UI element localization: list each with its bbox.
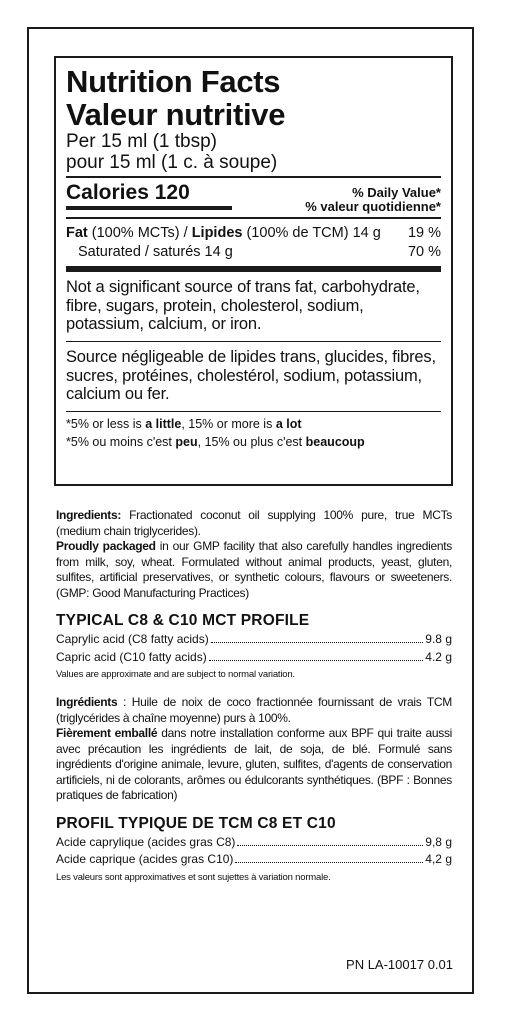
nutrition-facts-table — [54, 56, 453, 486]
not-significant-fr: Source négligeable de lipides trans, glucides, fibres, sucres, protéines, cholestérol, sodium, potassium, calcium ou fer. — [66, 348, 436, 403]
calories-bar — [66, 206, 232, 210]
profile-row-value: 4.2 g — [425, 649, 452, 664]
saturated-row — [66, 243, 441, 262]
profile-row — [56, 852, 452, 868]
nutrition-title-fr: Valeur nutritive — [66, 97, 286, 132]
divider — [66, 176, 441, 178]
divider — [66, 217, 441, 219]
footnote-text: *5% or less is — [66, 417, 146, 431]
dot-leader — [235, 862, 423, 863]
ingredients-text-fr: : Huile de noix de coco fractionnée fournissant de vrais TCM (triglycérides à chaîne moyenne) purs à 100%. — [56, 695, 452, 725]
footnote-fr — [66, 433, 441, 451]
part-number: PN LA-10017 0.01 — [346, 957, 453, 972]
footnote-text: *5% ou moins c'est — [66, 435, 176, 449]
packaged-text-en: in our GMP facility that also carefully handles ingredients from milk, soy, wheat. Formulated without animal products, yeast, gluten, sulfites, artificial preservatives, or synthetic colours, flavours or sweeteners. (GMP: Good Manufacturing Practices) — [56, 539, 452, 600]
profile-row-value: 9.8 g — [425, 632, 452, 646]
saturated-label: Saturated / saturés 14 g — [78, 244, 233, 260]
fat-dv: 19 % — [407, 225, 441, 241]
serving-size-en: Per 15 ml (1 tbsp) — [66, 131, 217, 152]
calories: Calories 120 — [66, 181, 190, 204]
packaged-text-fr: dans notre installation conforme aux BPF qui traite aussi avec précaution les ingrédients de lait, de soja, de blé. Formulé sans ingrédients d'origine animale, levure, gluten, sulfites, d'agents de conservation artificiels, ni de colorants, arômes ou édulcorants synthétiques. (BPF : Bonnes pratiques de fabrication) — [56, 726, 453, 802]
variation-note-fr: Les valeurs sont approximatives et sont sujettes à variation normale. — [56, 871, 331, 883]
not-significant-en: Not a significant source of trans fat, carbohydrate, fibre, sugars, protein, cholesterol, sodium, potassium, calcium, or iron. — [66, 278, 420, 333]
footnote-text: , 15% ou plus c'est — [197, 435, 306, 449]
profile-row-name: Acide caprique (acides gras C10) — [56, 852, 234, 866]
ingredients-label-fr: Ingrédients — [56, 695, 118, 709]
ingredients-en — [56, 508, 452, 601]
footnote-text: , 15% or more is — [181, 417, 276, 431]
nutrition-title-en: Nutrition Facts — [66, 64, 281, 99]
saturated-dv: 70 % — [407, 244, 441, 260]
profile-row — [56, 835, 452, 851]
footnote-en — [66, 415, 441, 433]
divider — [66, 341, 441, 343]
profile-row-name: Capric acid (C10 fatty acids) — [56, 649, 207, 664]
profile-title-fr: PROFIL TYPIQUE DE TCM C8 ET C10 — [56, 814, 336, 832]
dot-leader — [209, 660, 424, 661]
fat-label-en: Fat — [66, 225, 88, 241]
variation-note-en: Values are approximate and are subject to normal variation. — [56, 669, 295, 680]
packaged-label-fr: Fièrement emballé — [56, 726, 158, 740]
calories-row — [66, 181, 441, 214]
ingredients-section — [56, 508, 452, 884]
daily-value-fr: % valeur quotidienne* — [305, 199, 441, 214]
profile-row — [56, 650, 452, 666]
serving-size-fr: pour 15 ml (1 c. à soupe) — [66, 152, 278, 173]
profile-row-name: Acide caprylique (acides gras C8) — [56, 834, 236, 849]
ingredients-text-en: Fractionated coconut oil supplying 100% pure, true MCTs (medium chain triglycerides). — [56, 508, 452, 538]
profile-row-value: 9,8 g — [425, 834, 452, 849]
divider-thick — [66, 266, 441, 272]
profile-row-name: Caprylic acid (C8 fatty acids) — [56, 632, 209, 646]
profile-row — [56, 632, 452, 648]
ingredients-fr — [56, 695, 452, 804]
ingredients-label-en: Ingredients: — [56, 508, 122, 522]
footnote-emph: a lot — [275, 417, 302, 431]
daily-value-header — [305, 181, 441, 214]
footnote-emph: a little — [145, 417, 182, 431]
footnote-emph: peu — [175, 435, 198, 449]
fat-row — [66, 224, 441, 243]
divider — [66, 411, 441, 413]
packaged-label-en: Proudly packaged — [56, 539, 156, 553]
daily-value-en: % Daily Value* — [352, 185, 441, 200]
dot-leader — [211, 642, 424, 643]
fat-note-fr: (100% de TCM) 14 g — [242, 225, 381, 241]
footnote — [66, 415, 441, 451]
profile-title-en: TYPICAL C8 & C10 MCT PROFILE — [56, 612, 310, 629]
footnote-emph: beaucoup — [305, 435, 365, 449]
fat-label-fr: Lipides — [191, 225, 243, 241]
dot-leader — [237, 845, 423, 846]
profile-row-value: 4,2 g — [425, 852, 452, 866]
fat-note-en: (100% MCTs) / — [87, 225, 192, 241]
